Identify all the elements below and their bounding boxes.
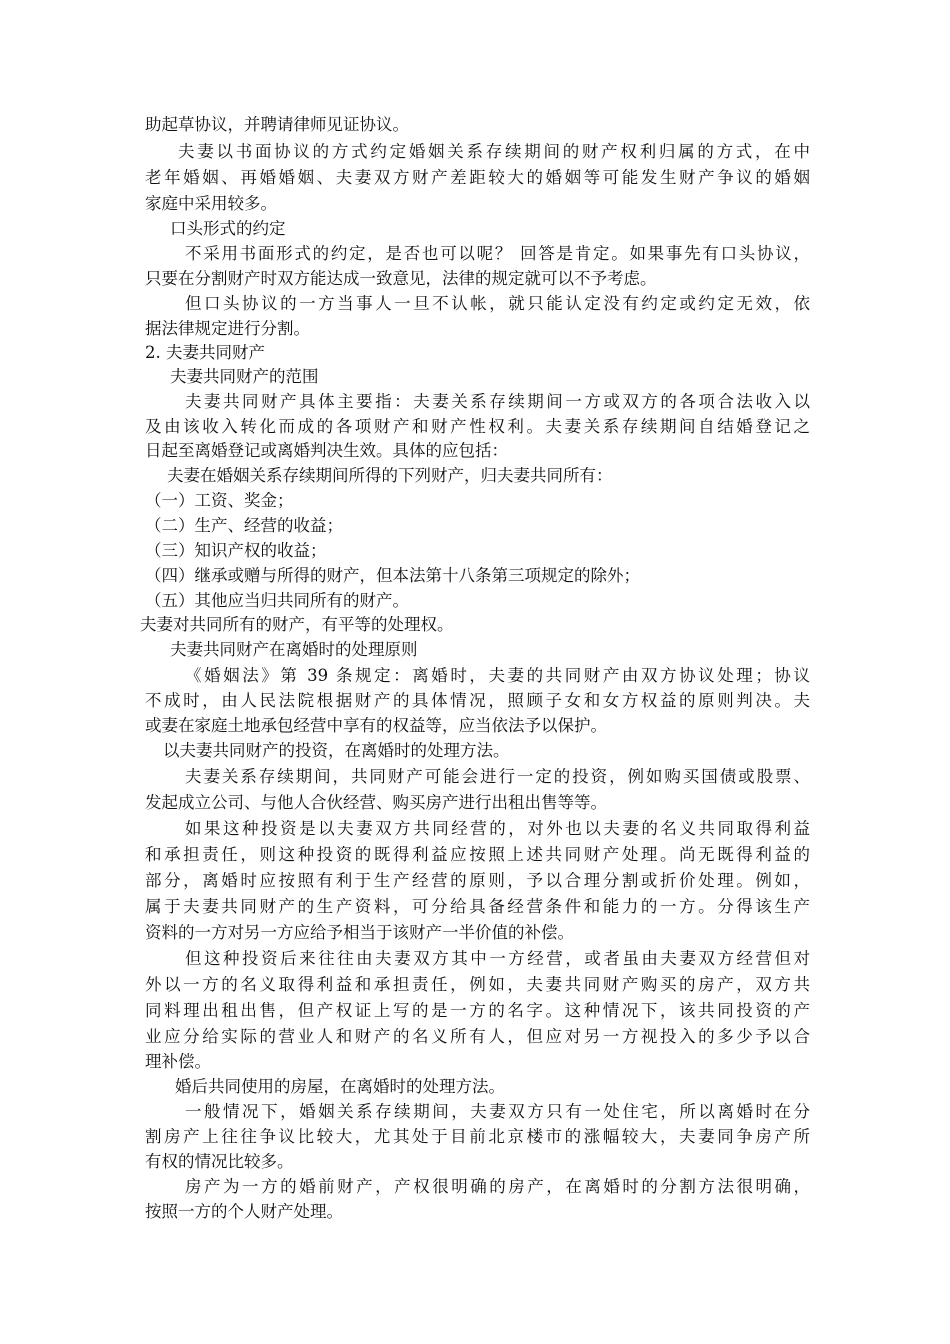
section-heading: 夫妻共同财产在离婚时的处理原则 — [170, 640, 418, 659]
paragraph-line: 资料的一方对另一方应给予相当于该财产一半价值的补偿。 — [145, 923, 574, 942]
paragraph-line: 老年婚姻、再婚婚姻、夫妻双方财产差距较大的婚姻等可能发生财产争议的婚姻 — [145, 168, 810, 187]
paragraph-line: 业应分给实际的营业人和财产的名义所有人，但应对另一方视投入的多少予以合 — [145, 1027, 810, 1046]
paragraph-line: 外以一方的名义取得利益和承担责任，例如，夫妻共同财产购买的房产，双方共 — [145, 975, 810, 994]
paragraph-line: 同料理出租出售，但产权证上写的是一方的名字。这种情况下，该共同投资的产 — [145, 1001, 810, 1020]
paragraph-line: 夫妻共同财产具体主要指：夫妻关系存续期间一方或双方的各项合法收入以 — [185, 392, 810, 411]
paragraph-line: 夫妻对共同所有的财产，有平等的处理权。 — [140, 615, 454, 634]
paragraph-line: 夫妻在婚姻关系存续期间所得的下列财产，归夫妻共同所有： — [167, 466, 613, 485]
section-heading: 口头形式的约定 — [170, 219, 286, 238]
paragraph-line: 不成时，由人民法院根据财产的具体情况，照顾子女和女方权益的原则判决。夫 — [145, 691, 810, 710]
paragraph-line: 部分，离婚时应按照有利于生产经营的原则，予以合理分割或折价处理。例如， — [145, 871, 810, 890]
list-item: （四）继承或赠与所得的财产，但本法第十八条第三项规定的除外； — [145, 566, 640, 585]
section-heading: 夫妻共同财产的范围 — [170, 367, 319, 386]
paragraph-line: 理补偿。 — [145, 1052, 211, 1071]
paragraph-line: 房产为一方的婚前财产，产权很明确的房产，在离婚时的分割方法很明确， — [185, 1177, 810, 1196]
paragraph-line: 但这种投资后来往往由夫妻双方其中一方经营，或者虽由夫妻双方经营但对 — [185, 949, 810, 968]
paragraph-line: 助起草协议，并聘请律师见证协议。 — [145, 115, 409, 134]
paragraph-line: 据法律规定进行分割。 — [145, 319, 310, 338]
section-heading: 2. 夫妻共同财产 — [145, 343, 265, 362]
paragraph-line: 日起至离婚登记或离婚判决生效。具体的应包括： — [145, 441, 508, 460]
paragraph-line: 《婚姻法》第 39 条规定：离婚时，夫妻的共同财产由双方协议处理；协议 — [185, 666, 810, 685]
paragraph-line: 发起成立公司、与他人合伙经营、购买房产进行出租出售等等。 — [145, 793, 607, 812]
paragraph-line: 割房产上往往争议比较大，尤其处于目前北京楼市的涨幅较大，夫妻同争房产所 — [145, 1127, 810, 1146]
list-item: （一）工资、奖金； — [145, 491, 294, 510]
paragraph-line: 和承担责任，则这种投资的既得利益应按照上述共同财产处理。尚无既得利益的 — [145, 845, 810, 864]
paragraph-line: 及由该收入转化而成的各项财产和财产性权利。夫妻关系存续期间自结婚登记之 — [145, 417, 810, 436]
paragraph-line: 夫妻关系存续期间，共同财产可能会进行一定的投资，例如购买国债或股票、 — [185, 767, 810, 786]
paragraph-line: 或妻在家庭土地承包经营中享有的权益等，应当依法予以保护。 — [145, 716, 607, 735]
paragraph-line: 一般情况下，婚姻关系存续期间，夫妻双方只有一处住宅，所以离婚时在分 — [185, 1102, 810, 1121]
list-item: （五）其他应当归共同所有的财产。 — [145, 591, 409, 610]
paragraph-line: 但口头协议的一方当事人一旦不认帐，就只能认定没有约定或约定无效，依 — [185, 294, 810, 313]
paragraph-line: 属于夫妻共同财产的生产资料，可分给具备经营条件和能力的一方。分得该生产 — [145, 897, 810, 916]
paragraph-line: 如果这种投资是以夫妻双方共同经营的，对外也以夫妻的名义共同取得利益 — [185, 819, 810, 838]
section-heading: 婚后共同使用的房屋，在离婚时的处理方法。 — [175, 1077, 505, 1096]
paragraph-line: 夫妻以书面协议的方式约定婚姻关系存续期间的财产权利归属的方式，在中 — [178, 142, 810, 161]
paragraph-line: 按照一方的个人财产处理。 — [145, 1202, 343, 1221]
paragraph-line: 只要在分割财产时双方能达成一致意见，法律的规定就可以不予考虑。 — [145, 269, 657, 288]
section-heading: 以夫妻共同财产的投资，在离婚时的处理方法。 — [163, 741, 510, 760]
paragraph-line: 家庭中采用较多。 — [145, 194, 277, 213]
list-item: （三）知识产权的收益； — [145, 541, 327, 560]
paragraph-line: 有权的情况比较多。 — [145, 1152, 294, 1171]
paragraph-line: 不采用书面形式的约定，是否也可以呢？ 回答是肯定。如果事先有口头协议， — [185, 244, 810, 263]
list-item: （二）生产、经营的收益； — [145, 516, 343, 535]
